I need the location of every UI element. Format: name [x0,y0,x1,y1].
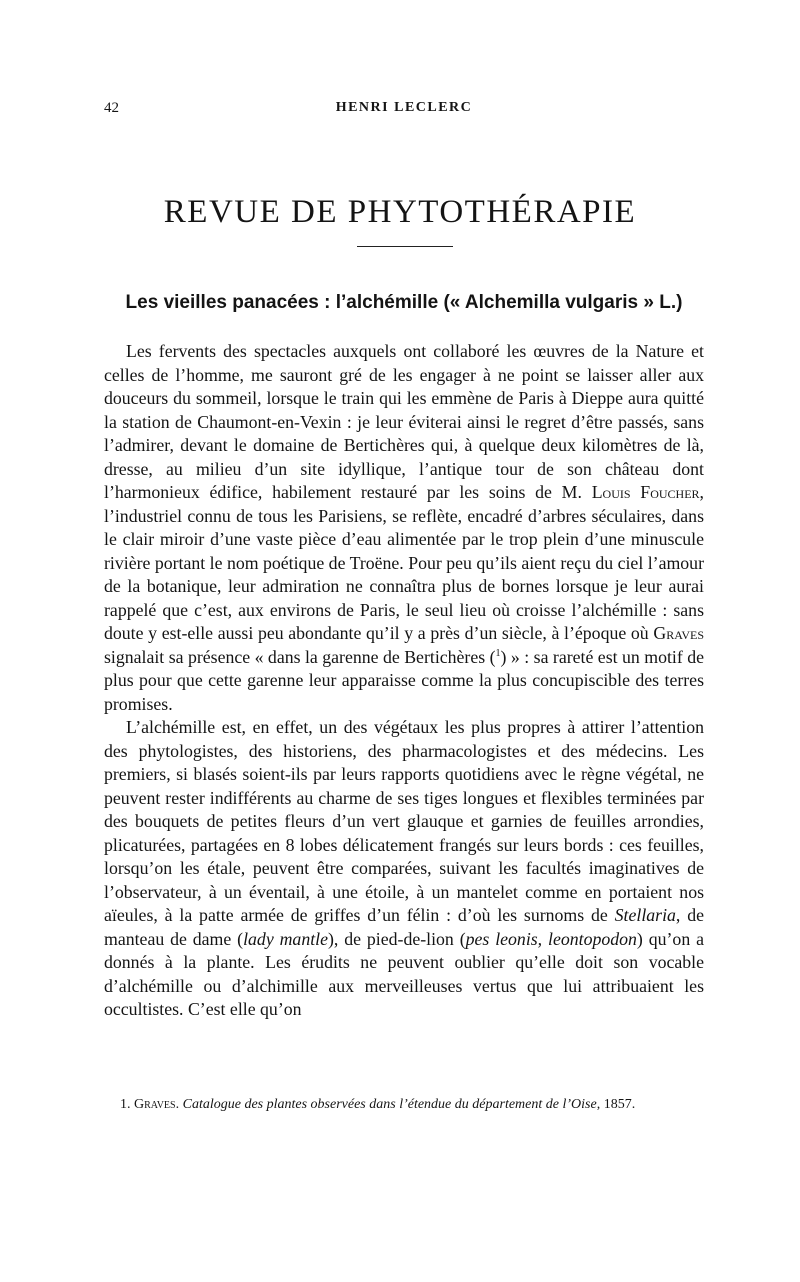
footnote-author: Graves. [134,1097,180,1112]
person-name: Louis Foucher [591,482,700,502]
article-body [104,340,704,1022]
running-title: HENRI LECLERC [335,100,473,115]
page-number: 42 [104,100,119,116]
page-title: REVUE DE PHYTOTHÉRAPIE [163,194,637,230]
article-heading: Les vieilles panacées : l’alchémille (« Alchemilla vulgaris » L.) [125,292,683,313]
footnote [104,1096,704,1115]
footnote-title: Catalogue des plantes observées dans l’étendue du département de l’Oise [182,1097,597,1112]
paragraph-1: Les fervents des spectacles auxquels ont collaboré les œuvres de la Nature et celles de l’homme, me sauront gré de les engager à ne point se laisser aller aux douceurs du sommeil, lorsque le train qui les emmène de Paris à Dieppe aura quitté la station de Chaumont-en-Vexin : je leur éviterai ainsi le regret d’être passés, sans l’admirer, devant le domaine de Bertichères qui, à quelque deux kilomètres de là, dresse, au milieu d’un site idyllique, l’antique tour de son château dont l’harmonieux édifice, habilement restauré par les soins de M. Louis Foucher, l’industriel connu de tous les Parisiens, se reflète, encadré d’arbres séculaires, dans le clair miroir d’une vaste pièce d’eau alimentée par le trop plein d’une minuscule rivière portant le nom poétique de Troëne. Pour peu qu’ils aient reçu du ciel l’amour de la botanique, leur admiration ne connaîtra plus de bornes lorsque je leur aurai rappelé que c’est, aux environs de Paris, le seul lieu où croisse l’alchémille : sans doute y est-elle aussi peu abondante qu’il y a près d’un siècle, à l’époque où Graves signalait sa présence « dans la garenne de Bertichères ($^1$) » : sa rareté est un motif de plus pour que cette garenne leur apparaisse comme la plus concupiscible des terres promises. [104,341,704,714]
footnote-number: 1. [120,1097,131,1112]
footnote-year: , 1857. [596,1097,636,1112]
person-name: Graves [653,623,704,643]
paragraph-2: L’alchémille est, en effet, un des végétaux les plus propres à attirer l’attention des phytologistes, des historiens, des pharmacologistes et des médecins. Les premiers, si blasés soient-ils par leurs rapports quotidiens avec le règne végétal, ne peuvent rester indifférents au charme de ses tiges longues et flexibles terminées par des bouquets de petites fleurs d’un vert glauque et garnies de feuilles arrondies, plicaturées, partagées en 8 lobes délicatement frangés sur leurs bords : ces feuilles, lorsqu’on les étale, peuvent être comparées, suivant les facultés imaginatives de l’observateur, à un éventail, à une étoile, à un mantelet comme en portaient nos aïeules, à la patte armée de griffes d’un félin : d’où les surnoms de Stellaria, de manteau de dame (lady mantle), de pied-de-lion (pes leonis, leontopodon) qu’on a donnés à la plante. Les érudits ne peuvent oublier qu’elle doit son vocable d’alchémille ou d’alchimille aux merveilleuses vertus que lui attribuaient les occultistes. C’est elle qu’on [104,717,704,1019]
title-divider [357,246,453,247]
running-head [104,100,704,122]
footnote-ref: 1 [495,647,501,659]
